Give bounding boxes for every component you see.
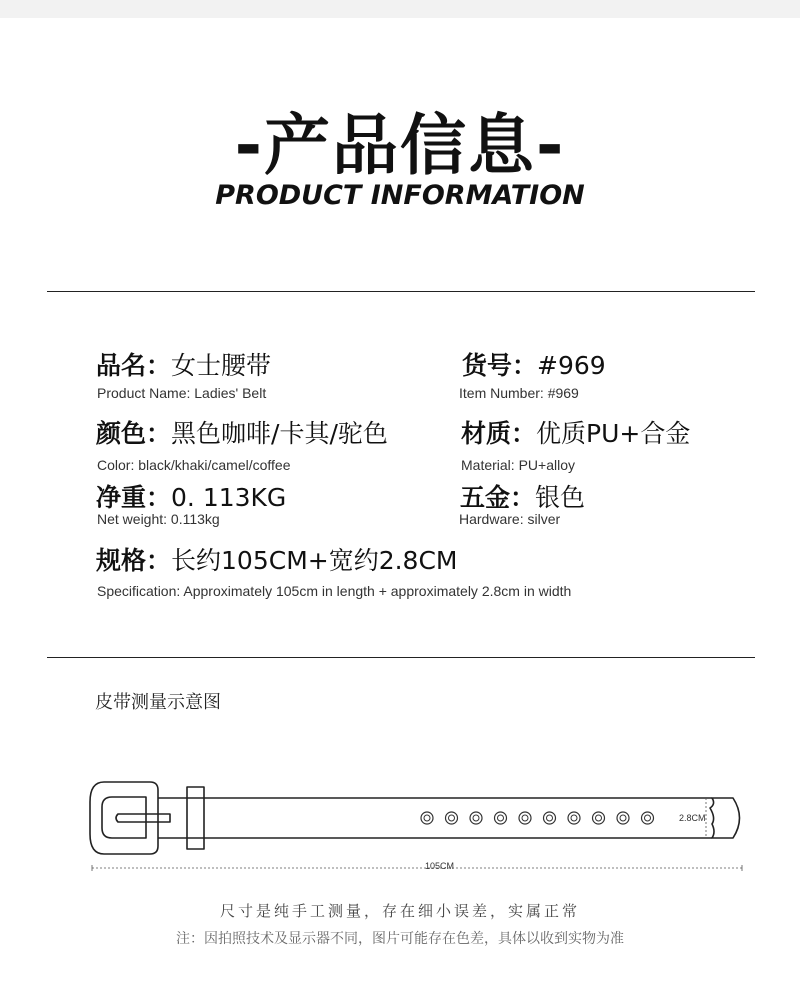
- buckle-frame: [90, 782, 158, 854]
- width-label: 2.8CM: [679, 813, 706, 823]
- top-band: [0, 0, 800, 18]
- belt-hole-inner: [571, 815, 577, 821]
- spec-material-value: 优质PU+合金: [536, 419, 691, 448]
- belt-hole-inner: [596, 815, 602, 821]
- belt-hole-inner: [473, 815, 479, 821]
- belt-hole: [544, 812, 556, 824]
- belt-hole: [642, 812, 654, 824]
- belt-hole-inner: [645, 815, 651, 821]
- spec-weight-value: 0. 113KG: [171, 483, 287, 512]
- spec-material-en: Material: PU+alloy: [461, 457, 575, 473]
- belt-hole: [421, 812, 433, 824]
- spec-item-value: #969: [537, 351, 606, 380]
- spec-hardware-value: 银色: [535, 483, 586, 512]
- belt-hole-inner: [620, 815, 626, 821]
- belt-hole: [617, 812, 629, 824]
- spec-name-en: Product Name: Ladies' Belt: [97, 385, 267, 401]
- diagram-title: 皮带测量示意图: [95, 692, 221, 713]
- spec-hardware-key: 五金：: [460, 483, 536, 512]
- spec-weight-en: Net weight: 0.113kg: [97, 511, 220, 527]
- spec-color: [96, 414, 388, 450]
- spec-weight-key: 净重：: [96, 483, 172, 512]
- divider-bottom: [47, 657, 755, 658]
- belt-hole: [470, 812, 482, 824]
- length-label: 105CM: [425, 861, 455, 871]
- page-subtitle: PRODUCT INFORMATION: [215, 180, 585, 211]
- spec-name: [96, 346, 271, 382]
- belt-hole: [495, 812, 507, 824]
- spec-size-en: Specification: Approximately 105cm in length + approximately 2.8cm in width: [97, 583, 572, 599]
- spec-material: [461, 414, 690, 450]
- belt-hole: [446, 812, 458, 824]
- spec-color-value: 黑色咖啡/卡其/驼色: [171, 419, 388, 448]
- belt-hole-inner: [498, 815, 504, 821]
- spec-item: [462, 346, 606, 382]
- spec-weight: [96, 478, 286, 514]
- belt-hole: [593, 812, 605, 824]
- strap-tip: [710, 798, 740, 838]
- spec-hardware: [460, 478, 585, 514]
- spec-item-key: 货号：: [462, 351, 538, 380]
- page-title: -产品信息-: [234, 107, 566, 184]
- spec-size-value: 长约105CM+宽约2.8CM: [171, 546, 458, 575]
- spec-color-en: Color: black/khaki/camel/coffee: [97, 457, 291, 473]
- belt-hole-inner: [449, 815, 455, 821]
- spec-material-key: 材质：: [461, 419, 537, 448]
- measurement-note: 尺寸是纯手工测量，存在细小误差，实属正常: [219, 902, 580, 920]
- spec-name-key: 品名：: [96, 351, 172, 380]
- spec-size: [96, 541, 458, 577]
- spec-size-key: 规格：: [96, 546, 172, 575]
- belt-hole-inner: [522, 815, 528, 821]
- spec-color-key: 颜色：: [96, 419, 172, 448]
- spec-hardware-en: Hardware: silver: [459, 511, 561, 527]
- belt-hole: [568, 812, 580, 824]
- belt-hole-inner: [424, 815, 430, 821]
- buckle-opening: [102, 797, 146, 838]
- belt-holes: [421, 812, 654, 824]
- belt-hole-inner: [547, 815, 553, 821]
- belt-hole: [519, 812, 531, 824]
- spec-item-en: Item Number: #969: [459, 385, 579, 401]
- buckle-prong: [116, 814, 170, 822]
- belt-keeper: [187, 787, 204, 849]
- spec-name-value: 女士腰带: [171, 351, 272, 380]
- belt-diagram: [0, 770, 800, 880]
- color-difference-note: 注：因拍照技术及显示器不同，图片可能存在色差，具体以收到实物为准: [176, 931, 624, 947]
- divider-top: [47, 291, 755, 292]
